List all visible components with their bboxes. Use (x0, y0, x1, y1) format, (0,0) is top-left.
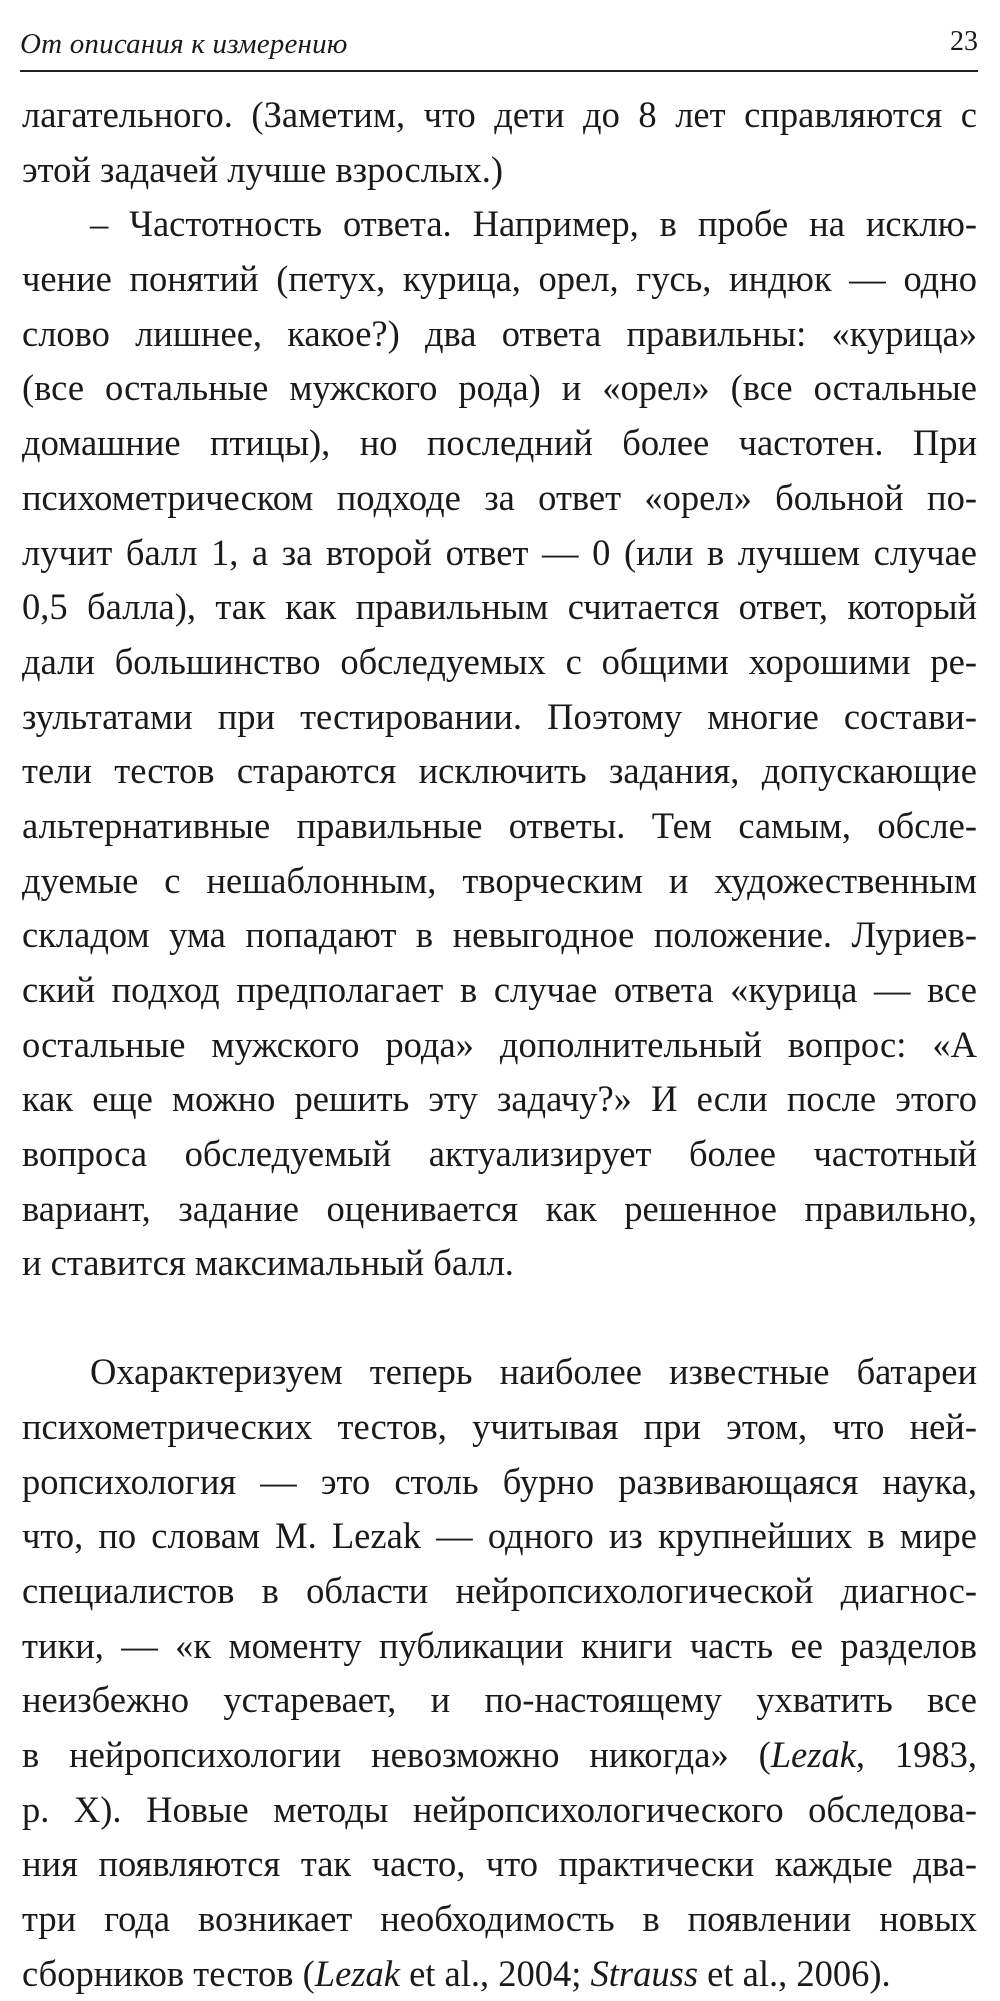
text-line: складом ума попадают в невыгодное положение. Луриев- (22, 914, 977, 956)
text-line (22, 1947, 977, 2001)
text-run: et al., 2004; (399, 1952, 591, 1994)
text-line: ния появляются так часто, что практически каждые два- (22, 1843, 977, 1885)
text-line: р. X). Новые методы нейропсихологического обследова- (22, 1788, 977, 1830)
text-run: в нейропсихологии невозможно никогда» ( (22, 1733, 771, 1775)
text-line: ропсихология — это столь бурно развивающаяся наука, (22, 1460, 977, 1502)
text-line: неизбежно устаревает, и по-настоящему ухватить все (22, 1679, 977, 1721)
text-run: сборников тестов ( (22, 1952, 315, 1994)
text-line: дуемые с нешаблонным, творческим и художественным (22, 859, 977, 901)
page-number: 23 (950, 26, 978, 57)
text-line: дали большинство обследуемых с общими хорошими ре- (22, 640, 977, 682)
text-line: (все остальные мужского рода) и «орел» (все остальные (22, 367, 977, 409)
text-run: et al., 2006). (698, 1952, 891, 1994)
text-line: психометрическом подходе за ответ «орел» больной по- (22, 476, 977, 518)
text-line: тики, — «к моменту публикации книги часть ее разделов (22, 1624, 977, 1666)
body-text (22, 88, 977, 2001)
text-line: домашние птицы), но последний более частотен. При (22, 422, 977, 464)
text-line (22, 1728, 977, 1783)
text-line: психометрических тестов, учитывая при этом, что ней- (22, 1405, 977, 1447)
text-line: зультатами при тестировании. Поэтому многие состави- (22, 695, 977, 737)
text-line: вопроса обследуемый актуализирует более частотный (22, 1133, 977, 1175)
text-line: специалистов в области нейропсихологической диагнос- (22, 1569, 977, 1611)
text-line: тели тестов стараются исключить задания, допускающие (22, 750, 977, 792)
text-line: чение понятий (петух, курица, орел, гусь, индюк — одно (22, 258, 977, 300)
text-line: лучит балл 1, а за второй ответ — 0 (или в лучшем случае (22, 531, 977, 573)
citation-author: Strauss (590, 1952, 699, 1994)
text-line: Охарактеризуем теперь наиболее известные батареи (90, 1351, 977, 1393)
text-line: этой задачей лучше взрослых.) (22, 148, 503, 190)
running-title: От описания к измерению (20, 28, 348, 60)
text-line: 0,5 балла), так как правильным считается ответ, который (22, 586, 977, 628)
running-header (20, 20, 978, 72)
paragraph-gap (22, 1291, 977, 1345)
text-line: вариант, задание оценивается как решенное правильно, (22, 1187, 977, 1229)
text-line: три года возникает необходимость в появлении новых (22, 1898, 977, 1939)
text-line: – Частотность ответа. Например, в пробе на исклю- (90, 203, 977, 245)
text-line: и ставится максимальный балл. (22, 1242, 514, 1284)
text-line: как еще можно решить эту задачу?» И если после этого (22, 1078, 977, 1120)
text-run: , 1983, (855, 1733, 978, 1775)
text-line: альтернативные правильные ответы. Тем самым, обсле- (22, 804, 977, 846)
citation-author: Lezak (314, 1952, 400, 1994)
citation-author: Lezak (770, 1733, 856, 1775)
text-line: ский подход предполагает в случае ответа «курица — все (22, 969, 977, 1010)
text-line: слово лишнее, какое?) два ответа правильны: «курица» (22, 312, 977, 354)
text-line: что, по словам M. Lezak — одного из крупнейших в мире (22, 1515, 977, 1557)
text-line: лагательного. (Заметим, что дети до 8 лет справляются с (22, 94, 977, 135)
text-line: остальные мужского рода» дополнительный вопрос: «А (22, 1023, 977, 1065)
